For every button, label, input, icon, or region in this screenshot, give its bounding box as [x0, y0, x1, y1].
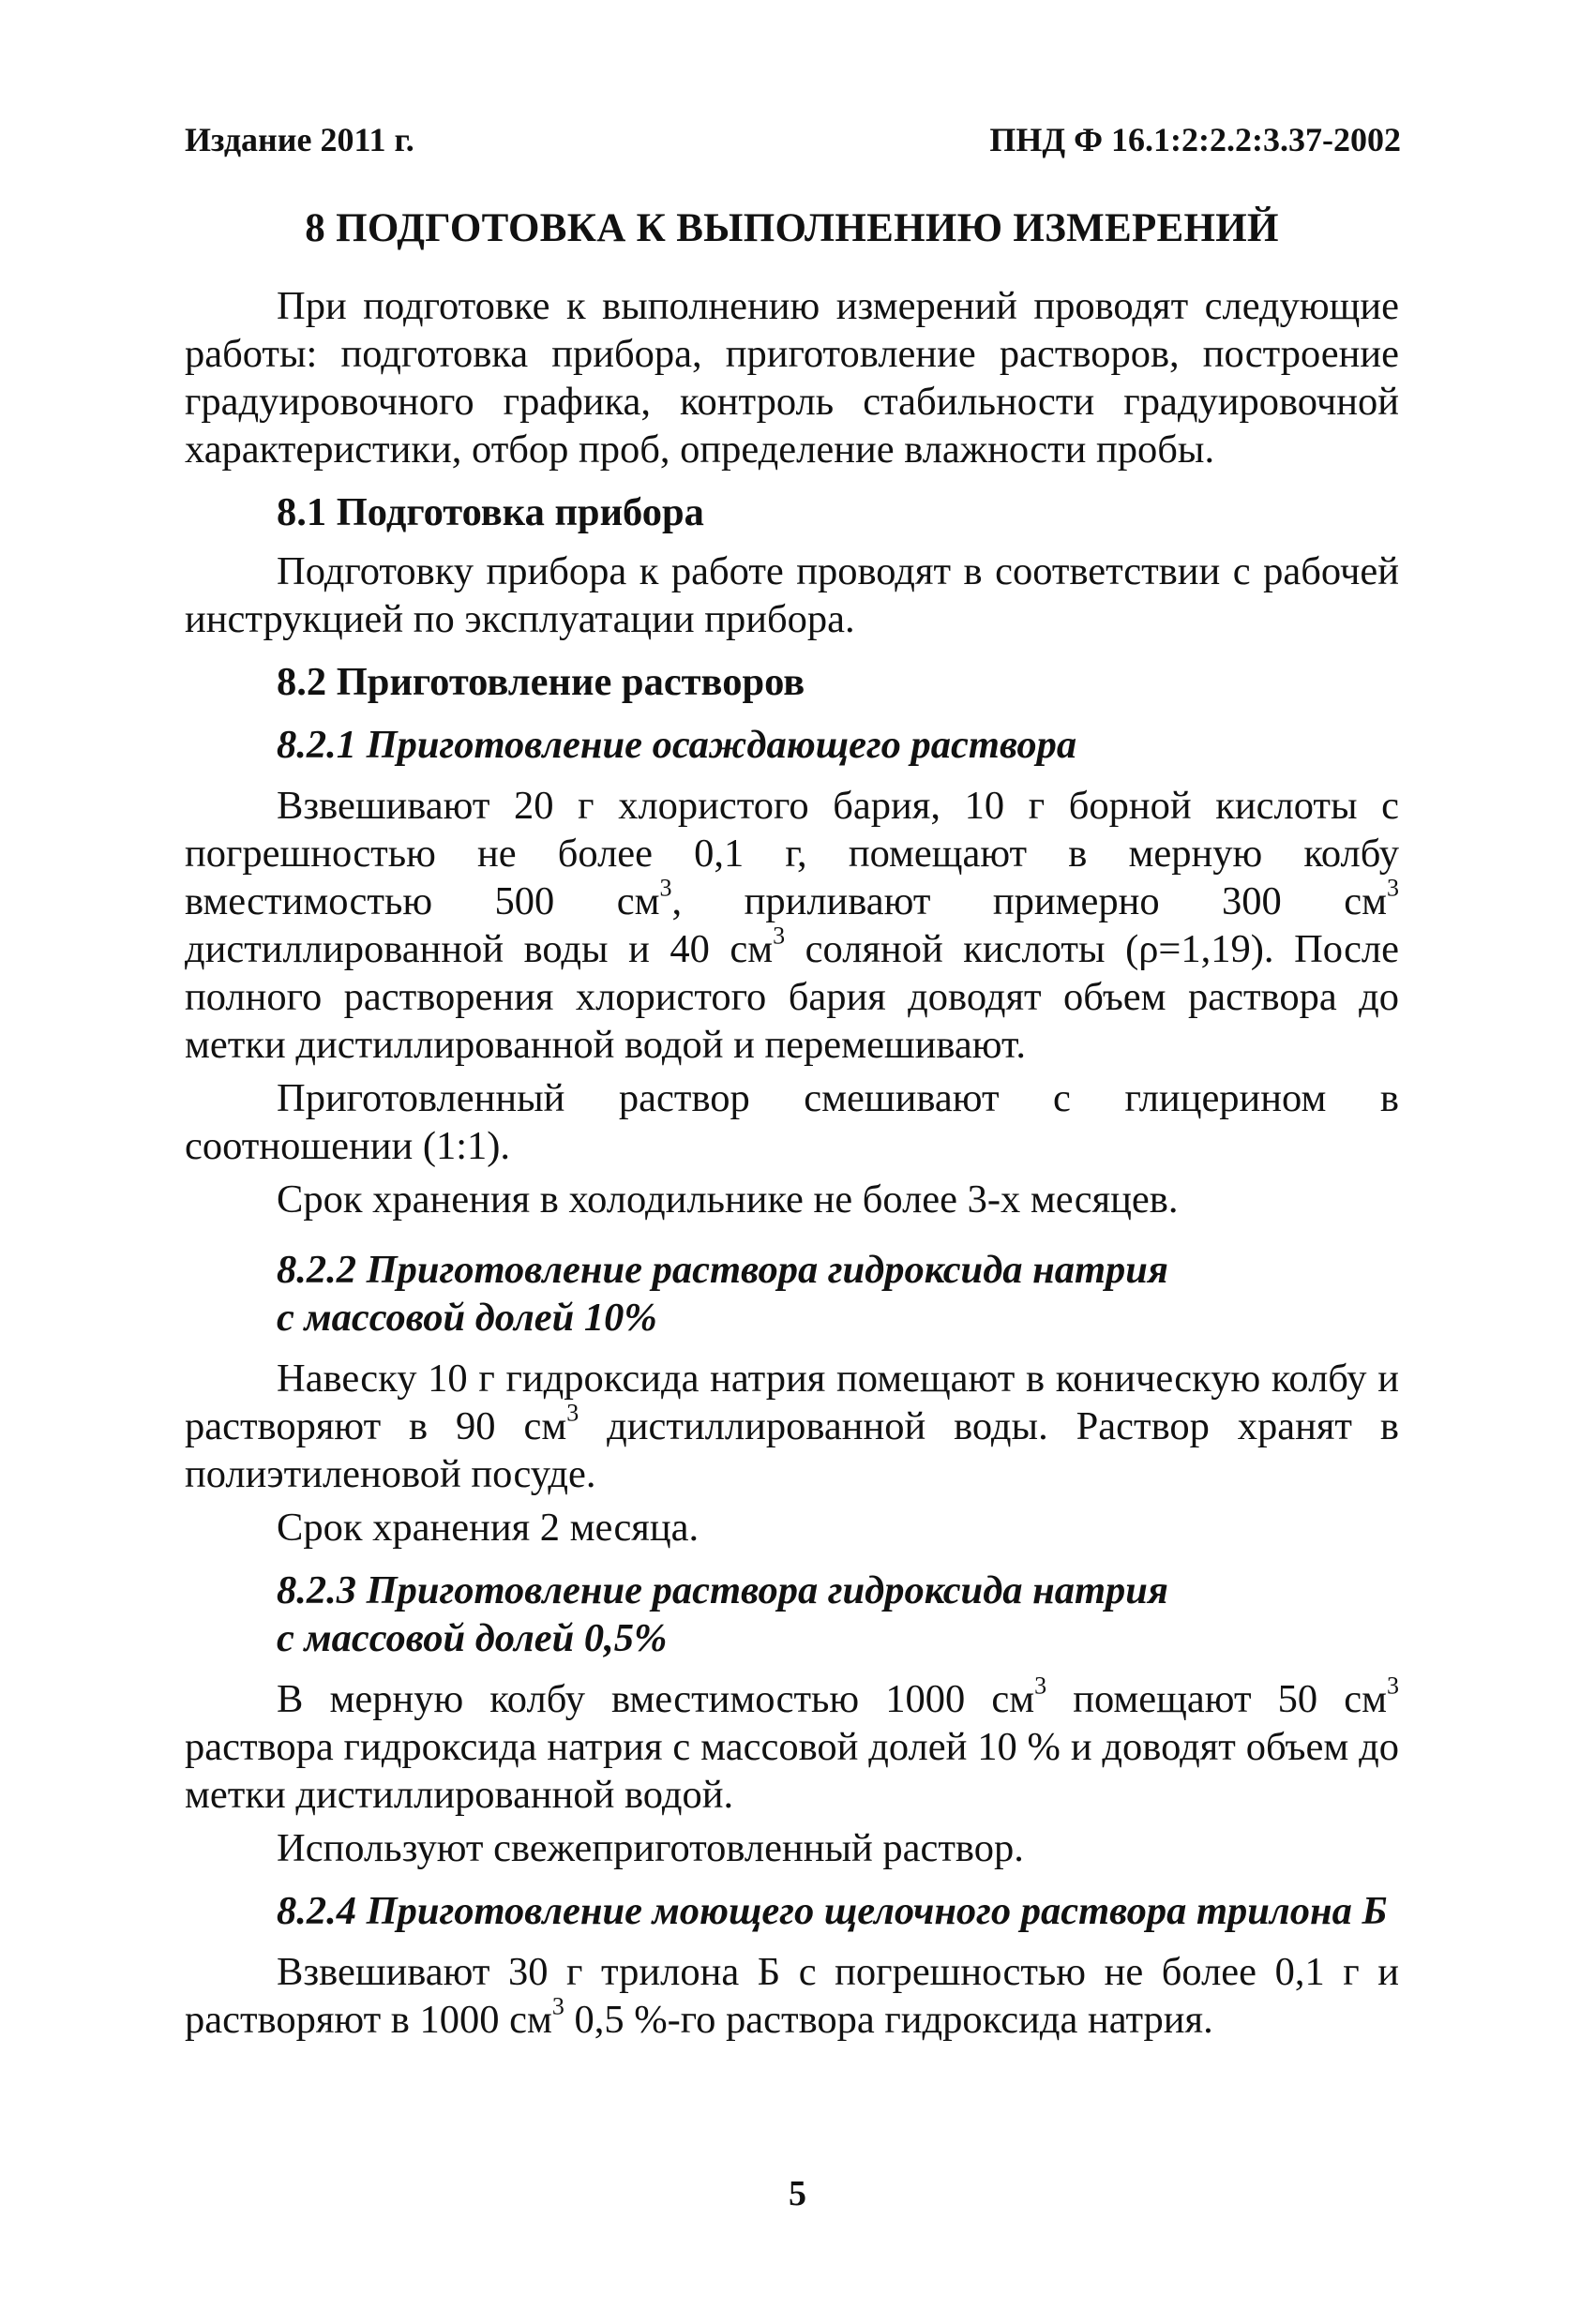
subsection-8-2-3-paragraph-2: Используют свежеприготовленный раствор. [277, 1826, 1024, 1870]
subsection-8-2-1-heading: 8.2.1 Приготовление осаждающего раствора [277, 723, 1077, 767]
subsection-8-2-2-paragraph-2: Срок хранения 2 месяца. [277, 1506, 700, 1550]
subsection-8-2-3-paragraph-1: В мерную колбу вместимостью 1000 $см^3$ помещают 50 $см^3$ раствора гидроксида натрия с массовой долей 10 % и доводят объем до метки дистиллированной водой. [185, 1672, 1399, 1817]
edition-label: Издание 2011 г. [185, 121, 414, 158]
subsection-8-2-2-heading: 8.2.2 Приготовление раствора гидроксида натрия с массовой долей 10% [277, 1248, 1168, 1340]
subsection-8-2-2-paragraph-1: Навеску 10 г гидроксида натрия помещают в коническую колбу и растворяют в 90 $см^3$ дистиллированной воды. Раствор хранят в полиэтиленовой посуде. [185, 1357, 1399, 1496]
subsection-8-2-1-paragraph-1: Взвешивают 20 г хлористого бария, 10 г борной кислоты с погрешностью не более 0,1 г, помещают в мерную колбу вместимостью 500 $см^3$, приливают примерно 300 $см^3$ дистиллированной воды и 40 $см^3$ соляной кислоты (ρ=1,19). После полного растворения хлористого бария доводят объем раствора до метки дистиллированной водой и перемешивают. [185, 784, 1400, 1067]
subsection-8-2-4-heading: 8.2.4 Приготовление моющего щелочного раствора трилона Б [277, 1889, 1388, 1933]
subsection-8-1-heading: 8.1 Подготовка прибора [277, 490, 704, 534]
subsection-8-2-1-paragraph-2: Приготовленный раствор смешивают с глицерином в соотношении (1:1). [185, 1076, 1399, 1168]
subsection-8-2-heading: 8.2 Приготовление растворов [277, 660, 805, 704]
section-intro-paragraph: При подготовке к выполнению измерений проводят следующие работы: подготовка прибора, приготовление растворов, построение градуировочного графика, контроль стабильности градуировочной характеристики, отбор проб, определение влажности пробы. [185, 284, 1399, 472]
page-content [185, 204, 1399, 2044]
document-code: ПНД Ф 16.1:2:2.2:3.37-2002 [989, 121, 1401, 158]
page-number: 5 [789, 2174, 806, 2213]
subsection-8-2-4-paragraph-1: Взвешивают 30 г трилона Б с погрешностью не более 0,1 г и растворяют в 1000 $см^3$ 0,5 %-го раствора гидроксида натрия. [185, 1950, 1399, 2042]
section-title: 8 ПОДГОТОВКА К ВЫПОЛНЕНИЮ ИЗМЕРЕНИЙ [305, 206, 1279, 250]
subsection-8-2-1-paragraph-3: Срок хранения в холодильнике не более 3-х месяцев. [277, 1177, 1179, 1222]
subsection-8-2-3-heading: 8.2.3 Приготовление раствора гидроксида натрия с массовой долей 0,5% [277, 1568, 1168, 1660]
subsection-8-1-paragraph: Подготовку прибора к работе проводят в соответствии с рабочей инструкцией по эксплуатации прибора. [185, 549, 1399, 641]
